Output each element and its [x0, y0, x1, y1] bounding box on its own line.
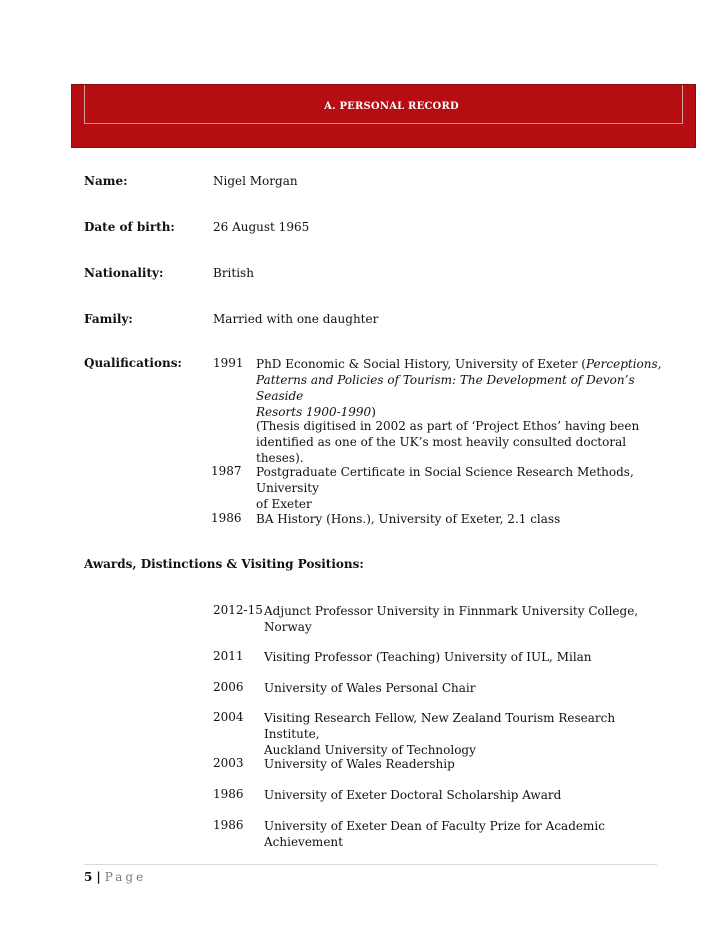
award-text	[264, 787, 664, 803]
nationality-label: Nationality:	[84, 266, 164, 280]
qualification-line1: Postgraduate Certificate in Social Science Research Methods, University	[256, 465, 634, 495]
award-line2: Auckland University of Technology	[264, 743, 476, 757]
qualification-line3-close: )	[371, 405, 376, 419]
family-label: Family:	[84, 312, 133, 326]
award-line1: University of Exeter Doctoral Scholarship Award	[264, 788, 562, 802]
name-label: Name:	[84, 174, 128, 188]
award-line1: University of Wales Readership	[264, 757, 455, 771]
award-year: 2006	[213, 680, 244, 694]
name-value: Nigel Morgan	[213, 174, 298, 188]
award-text	[264, 756, 664, 772]
award-year: 2003	[213, 756, 244, 770]
footer-divider	[84, 864, 657, 865]
section-title: A. PERSONAL RECORD	[324, 100, 459, 112]
award-year: 2004	[213, 710, 244, 724]
award-year: 1986	[213, 818, 244, 832]
nationality-value: British	[213, 266, 254, 280]
qualification-year: 1987	[211, 464, 242, 478]
page-number: 5	[84, 870, 93, 884]
award-line1: Visiting Research Fellow, New Zealand Tourism Research Institute,	[264, 711, 616, 741]
award-line1: University of Wales Personal Chair	[264, 681, 476, 695]
qualifications-label: Qualifications:	[84, 356, 182, 370]
award-text	[264, 649, 664, 665]
section-banner-title-cell	[84, 85, 683, 124]
qualification-line2: of Exeter	[256, 497, 312, 511]
dob-label: Date of birth:	[84, 220, 175, 234]
dob-value: 26 August 1965	[213, 220, 310, 234]
qualification-text	[256, 511, 676, 527]
thesis-title-part3: Resorts 1900-1990	[256, 405, 372, 419]
awards-heading: Awards, Distinctions & Visiting Positions:	[84, 557, 364, 571]
qualification-year: 1991	[213, 356, 244, 370]
thesis-note	[256, 418, 676, 466]
thesis-title-part1: Perceptions,	[586, 357, 662, 371]
award-text	[264, 818, 664, 850]
award-text	[264, 710, 664, 758]
award-line1: University of Exeter Dean of Faculty Prize for Academic Achievement	[264, 819, 605, 849]
footer-separator: |	[96, 870, 101, 884]
award-year: 2011	[213, 649, 244, 663]
qualification-year: 1986	[211, 511, 242, 525]
thesis-note-line2: identified as one of the UK’s most heavily consulted doctoral theses).	[256, 435, 627, 465]
section-banner	[71, 84, 696, 148]
page-footer	[84, 870, 146, 884]
qualification-text	[256, 464, 676, 512]
qualification-line1: PhD Economic & Social History, University of Exeter (	[256, 357, 586, 371]
award-year: 2012-15	[213, 603, 263, 617]
thesis-note-line1: (Thesis digitised in 2002 as part of ‘Project Ethos’ having been	[256, 419, 640, 433]
page-word: Page	[104, 870, 147, 884]
award-line1: Adjunct Professor University in Finnmark University College,	[264, 604, 639, 618]
award-text	[264, 603, 664, 635]
award-text	[264, 680, 664, 696]
qualification-line1: BA History (Hons.), University of Exeter, 2.1 class	[256, 512, 561, 526]
qualification-text	[256, 356, 676, 420]
award-year: 1986	[213, 787, 244, 801]
thesis-title-part2: Patterns and Policies of Tourism: The Development of Devon’s Seaside	[256, 373, 635, 403]
award-line2: Norway	[264, 620, 312, 634]
family-value: Married with one daughter	[213, 312, 379, 326]
award-line1: Visiting Professor (Teaching) University of IUL, Milan	[264, 650, 592, 664]
